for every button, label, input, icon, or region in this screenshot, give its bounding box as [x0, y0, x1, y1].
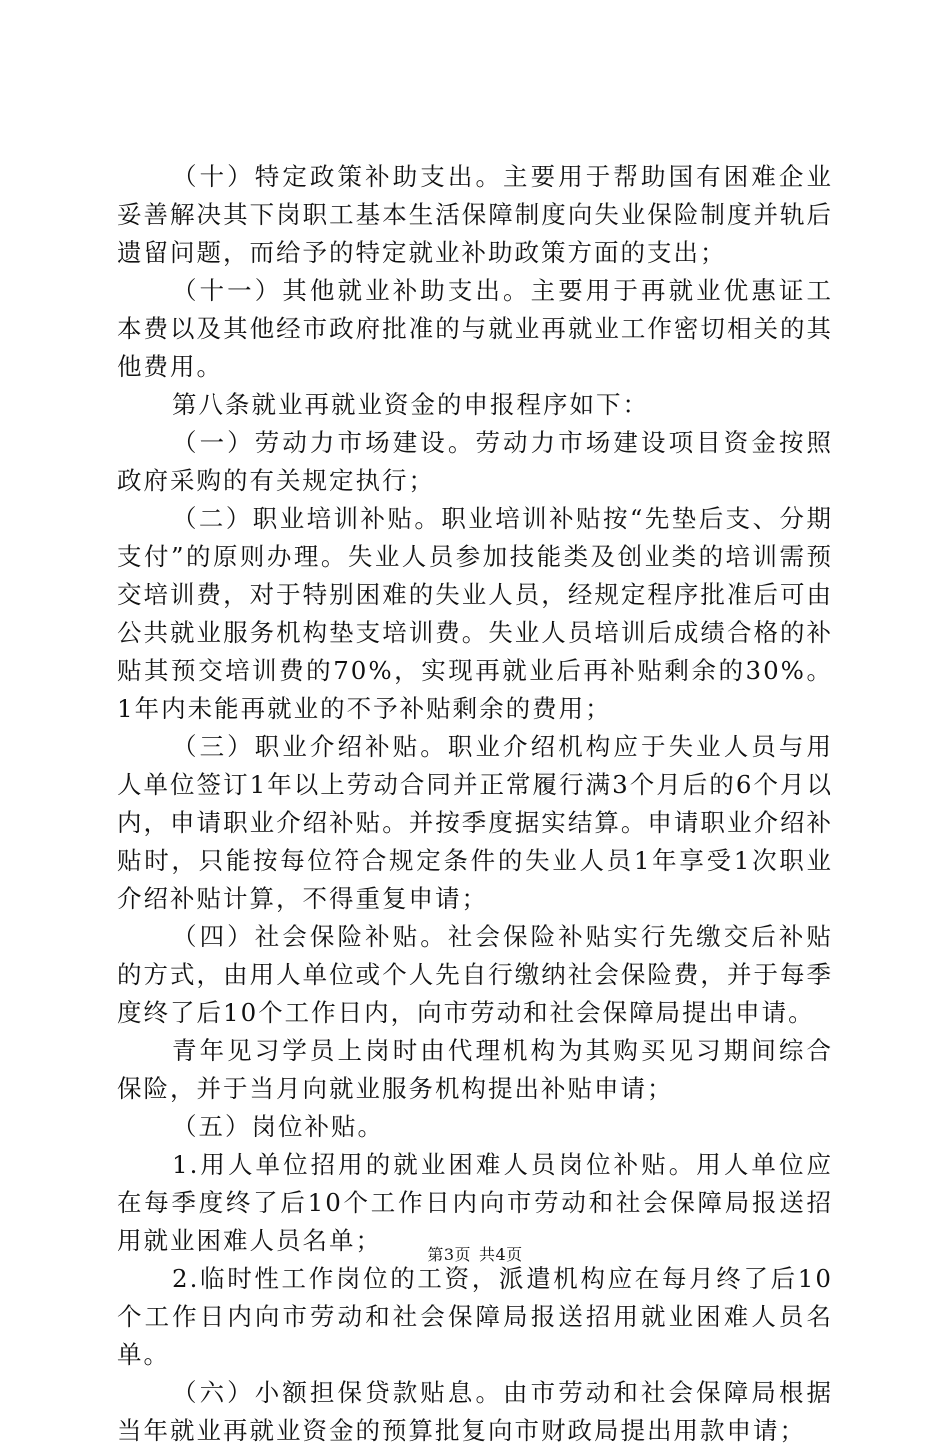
paragraph-5-post-subsidy: （五）岗位补贴。 — [172, 1112, 384, 1141]
page-number: 第3页 — [427, 1245, 471, 1264]
paragraph-5-item-1: 1.用人单位招用的就业困难人员岗位补贴。用人单位应在每季度终了后10个工作日内向市劳动和社会保障局报送招用就业困难人员名单； — [117, 1150, 833, 1255]
page-total: 共4页 — [479, 1245, 523, 1264]
paragraph-6-loan-interest: （六）小额担保贷款贴息。由市劳动和社会保障局根据当年就业再就业资金的预算批复向市财政局提出用款申请； — [117, 1378, 833, 1445]
paragraph-10-policy-subsidy: （十）特定政策补助支出。主要用于帮助国有困难企业妥善解决其下岗职工基本生活保障制度向失业保险制度并轨后遗留问题，而给予的特定就业补助政策方面的支出； — [117, 162, 833, 267]
page-footer — [0, 1242, 950, 1265]
paragraph-2-training-subsidy: （二）职业培训补贴。职业培训补贴按“先垫后支、分期支付”的原则办理。失业人员参加技能类及创业类的培训需预交培训费，对于特别困难的失业人员，经规定程序批准后可由公共就业服务机构垫支培训费。失业人员培训后成绩合格的补贴其预交培训费的70%，实现再就业后再补贴剩余的30%。1年内未能再就业的不予补贴剩余的费用； — [117, 504, 833, 723]
paragraph-11-other-subsidy: （十一）其他就业补助支出。主要用于再就业优惠证工本费以及其他经市政府批准的与就业再就业工作密切相关的其他费用。 — [117, 276, 833, 381]
paragraph-5-item-2: 2.临时性工作岗位的工资，派遣机构应在每月终了后10个工作日内向市劳动和社会保障局报送招用就业困难人员名单。 — [117, 1264, 833, 1369]
article-8-heading: 第八条就业再就业资金的申报程序如下： — [172, 390, 649, 419]
paragraph-youth-trainee: 青年见习学员上岗时由代理机构为其购买见习期间综合保险，并于当月向就业服务机构提出补贴申请； — [117, 1036, 833, 1103]
paragraph-4-social-insurance-subsidy: （四）社会保险补贴。社会保险补贴实行先缴交后补贴的方式，由用人单位或个人先自行缴纳社会保险费，并于每季度终了后10个工作日内，向市劳动和社会保障局提出申请。 — [117, 922, 833, 1027]
paragraph-3-job-referral-subsidy: （三）职业介绍补贴。职业介绍机构应于失业人员与用人单位签订1年以上劳动合同并正常履行满3个月后的6个月以内，申请职业介绍补贴。并按季度据实结算。申请职业介绍补贴时，只能按每位符合规定条件的失业人员1年享受1次职业介绍补贴计算，不得重复申请； — [117, 732, 833, 913]
paragraph-1-labor-market: （一）劳动力市场建设。劳动力市场建设项目资金按照政府采购的有关规定执行； — [117, 428, 833, 495]
